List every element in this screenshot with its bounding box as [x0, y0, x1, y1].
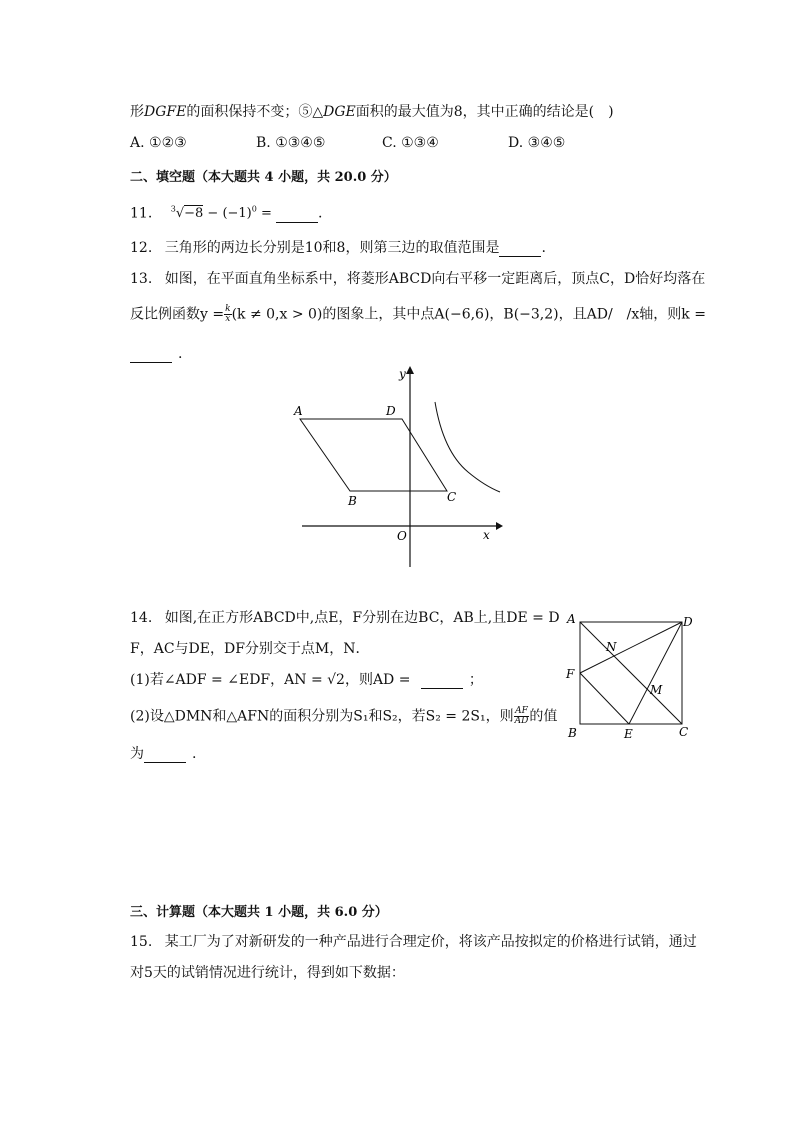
q10-math-dge: △DGE	[312, 104, 356, 120]
q11-number: 11.	[130, 205, 153, 222]
option-a[interactable]	[130, 134, 187, 152]
q13-fraction	[224, 305, 231, 324]
q11-answer-blank[interactable]	[276, 208, 318, 223]
hyperbola-curve	[435, 402, 500, 492]
q15-line-2	[130, 964, 405, 982]
label-a: A	[294, 404, 303, 418]
q14-line-4	[130, 707, 557, 726]
segment-fe	[580, 673, 629, 724]
option-b-text: ①③④⑤	[275, 135, 326, 151]
q13-frac-den: x	[225, 314, 231, 324]
q14-text-3-end: ；	[468, 672, 483, 688]
option-d-letter: D.	[508, 135, 524, 151]
label-b: B	[568, 726, 577, 740]
q14-line-3	[130, 671, 483, 689]
figure-q13	[290, 362, 505, 570]
segment-df	[580, 622, 682, 673]
q14-text-4b: 的值	[529, 708, 558, 725]
option-c-text: ①③④	[401, 135, 439, 151]
q11-radicand: −8	[184, 206, 204, 222]
q11-exponent: 0	[251, 205, 257, 214]
q14-answer-blank-2[interactable]	[144, 748, 186, 763]
q14-answer-blank-1[interactable]	[421, 674, 463, 689]
x-axis-arrow-icon	[496, 522, 503, 530]
q13-text-2a: 反比例函数y =	[130, 306, 225, 323]
q15-text-1: 某工厂为了对新研发的一种产品进行合理定价，将该产品按拟定的价格进行试销，通过	[164, 934, 697, 950]
label-d: D	[386, 404, 396, 418]
q14-frac-num: AF	[515, 706, 528, 716]
q13-frac-num: k	[225, 304, 231, 314]
y-axis-arrow-icon	[406, 366, 414, 374]
option-d-text: ③④⑤	[527, 135, 566, 151]
q10-text-c: 的面积保持不变；⑤	[186, 104, 313, 120]
q10-math-dgfe: DGFE	[144, 104, 187, 120]
label-o: O	[397, 529, 407, 543]
q11-root-index: 3	[170, 205, 176, 214]
option-d[interactable]	[508, 134, 565, 152]
option-b-letter: B.	[256, 135, 271, 151]
q13-line-3	[130, 345, 182, 363]
label-e: E	[624, 727, 633, 741]
q14-fraction	[514, 707, 530, 726]
radical-sign-icon: √	[175, 206, 185, 222]
q13-line-2	[130, 305, 706, 324]
q11-expr-rest: − (−1)	[207, 206, 252, 222]
q15-number: 15.	[130, 934, 153, 950]
label-b: B	[348, 494, 357, 508]
label-f: F	[566, 667, 575, 681]
figure-q14	[560, 606, 700, 744]
label-x: x	[483, 528, 490, 542]
q14-line-2	[130, 640, 370, 658]
q13-number: 13.	[130, 271, 153, 287]
label-d: D	[683, 615, 693, 629]
rhombus-abcd	[300, 419, 447, 491]
label-c: C	[679, 725, 689, 739]
q11	[130, 201, 323, 223]
q14-text-1: 如图,在正方形ABCD中,点E，F分别在边BC，AB上,且DE = D	[164, 610, 560, 626]
segment-de	[629, 622, 682, 724]
q11-equals: =	[261, 206, 272, 222]
q13-answer-blank[interactable]	[130, 348, 172, 363]
label-c: C	[447, 490, 457, 504]
option-b[interactable]	[256, 134, 325, 152]
q12-number: 12.	[130, 240, 153, 256]
q14-text-3: (1)若∠ADF = ∠EDF，AN = √2，则AD =	[130, 672, 411, 688]
q14-text-2: F，AC与DE，DF分别交于点M，N．	[130, 641, 370, 657]
q14-text-5-end: .	[192, 746, 197, 762]
section-2-heading: 二、填空题（本大题共 4 小题，共 20.0 分）	[130, 170, 397, 185]
q12	[130, 239, 546, 257]
label-a: A	[567, 612, 576, 626]
q13-end: .	[178, 346, 183, 362]
q15-text-2: 对5天的试销情况进行统计，得到如下数据：	[130, 965, 405, 981]
q15-line-1	[130, 933, 697, 951]
q14-line-5	[130, 745, 196, 763]
q12-end: .	[541, 240, 546, 256]
label-n: N	[606, 640, 617, 654]
q13-line-1	[130, 270, 705, 288]
q10-text-e: 面积的最大值为8，其中正确的结论是( )	[355, 104, 614, 120]
q12-text: 三角形的两边长分别是10和8，则第三边的取值范围是	[164, 240, 500, 256]
label-m: M	[650, 683, 663, 697]
q14-text-4a: (2)设△DMN和△AFN的面积分别为S₁和S₂，若S₂ = 2S₁，则	[130, 708, 514, 725]
q11-expression	[171, 206, 276, 221]
q12-answer-blank[interactable]	[499, 242, 541, 257]
q10-continuation	[130, 103, 614, 121]
q14-frac-den: AD	[514, 716, 529, 726]
option-a-text: ①②③	[149, 135, 187, 151]
q10-text-a: 形	[130, 104, 144, 120]
q14-line-1	[130, 609, 560, 627]
option-c-letter: C.	[382, 135, 397, 151]
section-3-heading: 三、计算题（本大题共 1 小题，共 6.0 分）	[130, 905, 388, 920]
q13-text-2b: (k ≠ 0,x > 0)的图象上，其中点A(−6,6)，B(−3,2)，且AD/ /x轴，则k =	[231, 306, 706, 323]
diagonal-ac	[580, 622, 682, 724]
q13-text-1: 如图，在平面直角坐标系中，将菱形ABCD向右平移一定距离后，顶点C，D恰好均落在	[164, 271, 706, 287]
q14-text-5: 为	[130, 746, 144, 762]
option-c[interactable]	[382, 134, 439, 152]
q14-number: 14.	[130, 610, 153, 626]
label-y: y	[399, 367, 406, 381]
q11-end: .	[318, 205, 323, 222]
option-a-letter: A.	[130, 135, 145, 151]
